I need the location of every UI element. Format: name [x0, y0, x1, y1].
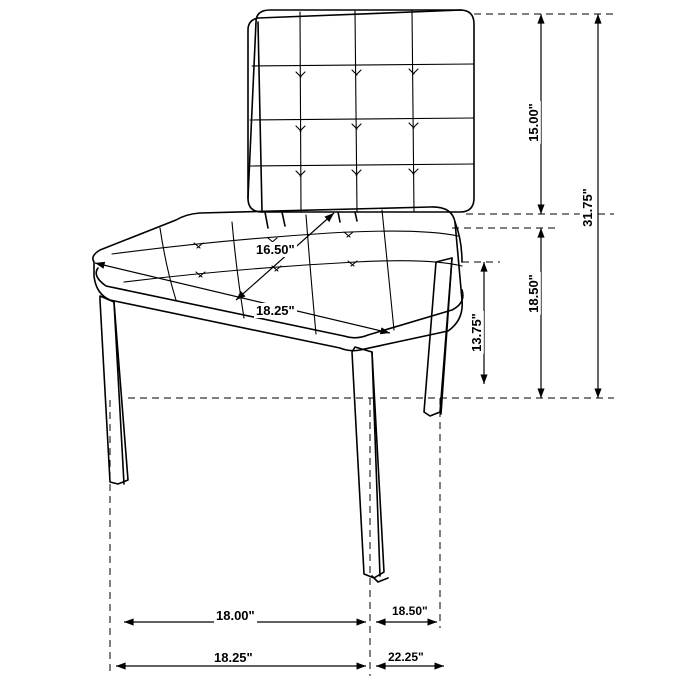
chair-backrest	[248, 10, 474, 212]
dimension-seat-width	[95, 263, 390, 333]
label-overall-height: 31.75"	[579, 188, 595, 227]
label-back-height: 15.00"	[525, 103, 541, 142]
label-seat-height: 13.75"	[468, 313, 484, 352]
label-leg-span-front: 18.00"	[216, 608, 255, 623]
label-seat-depth: 16.50"	[256, 242, 295, 257]
backrest-supports	[265, 212, 357, 228]
label-overall-depth: 22.25"	[388, 650, 424, 664]
backrest-tufting	[249, 10, 474, 212]
label-overall-width: 18.25"	[214, 650, 253, 665]
label-seat-width: 18.25"	[256, 303, 295, 318]
chair-illustration	[93, 10, 474, 582]
label-seat-back-height: 18.50"	[525, 274, 541, 313]
label-leg-span-side: 18.50"	[392, 604, 428, 618]
